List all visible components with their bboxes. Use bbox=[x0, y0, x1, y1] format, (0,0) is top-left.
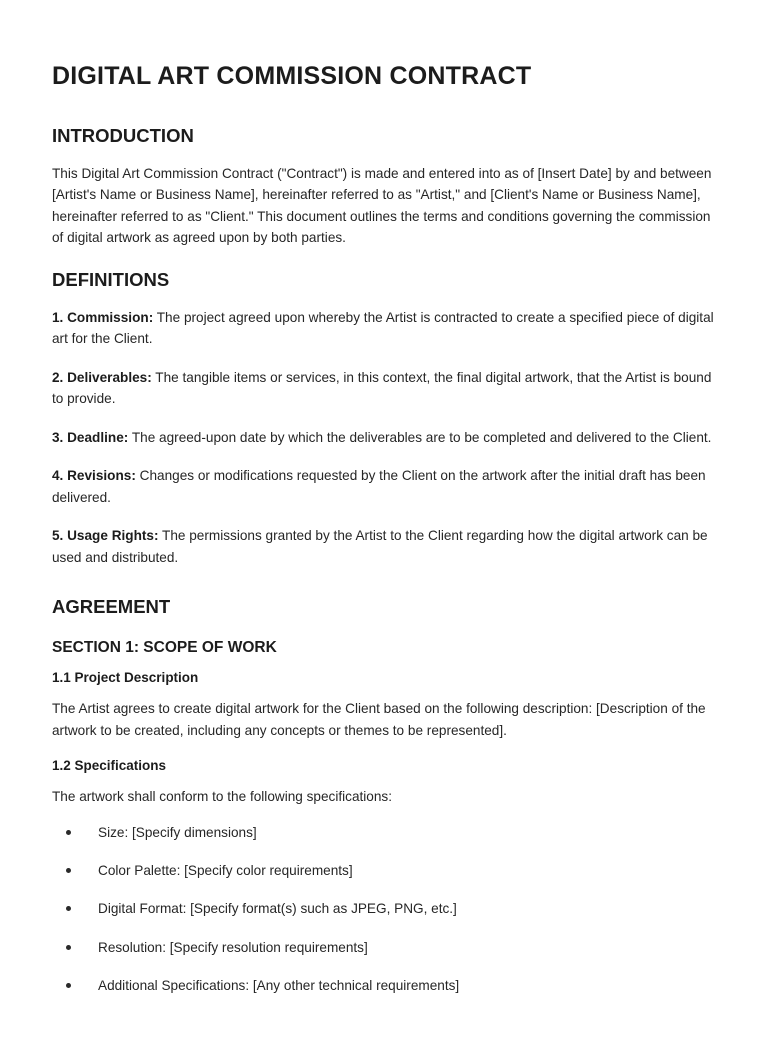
paragraph-1-2: The artwork shall conform to the following specifications: bbox=[52, 789, 392, 805]
definition-term-text: Changes or modifications requested by the Client on the artwork after the initial draft has been delivered. bbox=[52, 468, 706, 505]
definition-term-text: The permissions granted by the Artist to the Client regarding how the digital artwork can be used and distributed. bbox=[52, 528, 708, 565]
introduction-block bbox=[52, 163, 718, 249]
introduction-paragraph: This Digital Art Commission Contract ("Contract") is made and entered into as of [Insert Date] by and between [Artist's Name or Business Name], hereinafter referred to as "Artist," and [Client's Name or Business Name], hereinafter referred to as "Client." This document outlines the terms and conditions governing the commission of digital artwork as agreed upon by both parties. bbox=[52, 166, 712, 246]
specifications-list bbox=[52, 823, 718, 997]
definition-term-label: 1. Commission: bbox=[52, 309, 154, 325]
definition-item bbox=[52, 427, 718, 448]
definition-term-text: The project agreed upon whereby the Artist is contracted to create a specified piece of digital art for the Client. bbox=[52, 309, 714, 347]
definition-term-text: The tangible items or services, in this context, the final digital artwork, that the Artist is bound to provide. bbox=[52, 369, 712, 407]
definition-item bbox=[52, 307, 718, 350]
heading-1-2-specifications: 1.2 Specifications bbox=[52, 758, 167, 774]
definition-term-label: 4. Revisions: bbox=[52, 468, 136, 484]
spacer bbox=[52, 585, 718, 596]
list-item: Digital Format: [Specify format(s) such as JPEG, PNG, etc.] bbox=[52, 899, 718, 919]
definition-term-text: The agreed-upon date by which the deliverables are to be completed and delivered to the Client. bbox=[128, 429, 712, 445]
list-item: Color Palette: [Specify color requirements] bbox=[52, 861, 718, 881]
list-item: Resolution: [Specify resolution requirements] bbox=[52, 938, 718, 958]
list-item: Size: [Specify dimensions] bbox=[52, 823, 718, 843]
definition-term-label: 2. Deliverables: bbox=[52, 369, 152, 385]
heading-definitions: DEFINITIONS bbox=[52, 268, 170, 290]
definition-term-label: 5. Usage Rights: bbox=[52, 528, 159, 544]
definition-term-label: 3. Deadline: bbox=[52, 429, 129, 445]
page-title: DIGITAL ART COMMISSION CONTRACT bbox=[52, 62, 532, 90]
heading-agreement: AGREEMENT bbox=[52, 596, 171, 618]
definition-item bbox=[52, 465, 718, 508]
definition-item bbox=[52, 367, 718, 410]
heading-section-1: SECTION 1: SCOPE OF WORK bbox=[52, 639, 277, 657]
paragraph-1-1: The Artist agrees to create digital artwork for the Client based on the following description: [Description of the artwork to be created, including any concepts or themes to be represented]. bbox=[52, 701, 706, 738]
list-item: Additional Specifications: [Any other technical requirements] bbox=[52, 976, 718, 996]
definition-item bbox=[52, 525, 718, 568]
heading-introduction: INTRODUCTION bbox=[52, 125, 194, 146]
heading-1-1-project-description: 1.1 Project Description bbox=[52, 670, 199, 686]
